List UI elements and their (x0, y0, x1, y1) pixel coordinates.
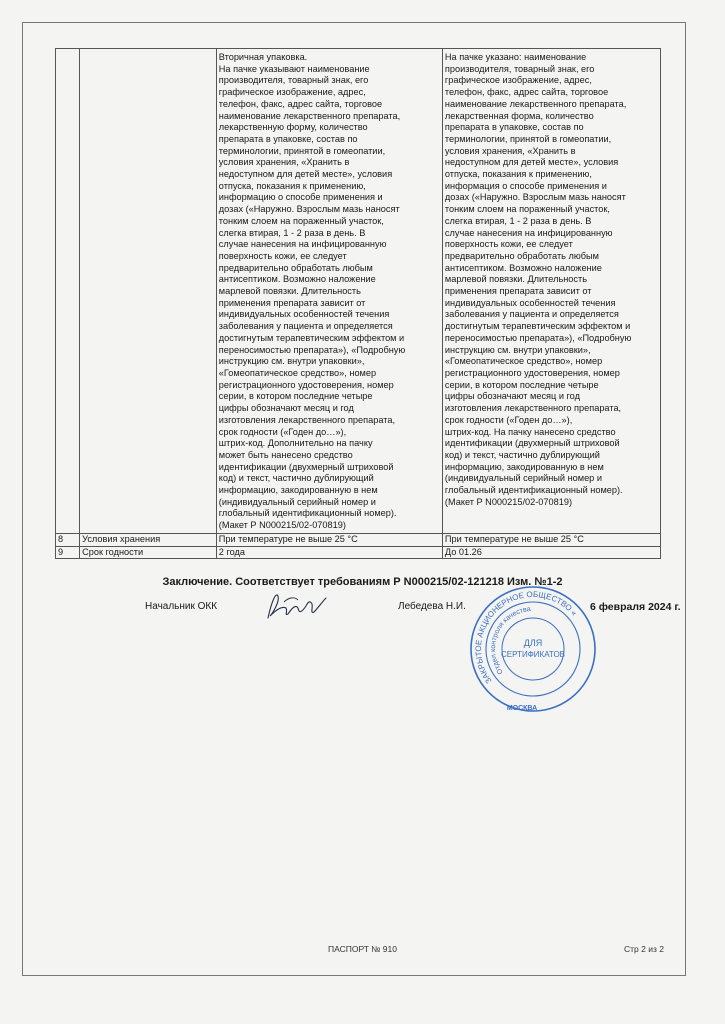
row-parameter: Срок годности (80, 546, 217, 559)
handwritten-signature (262, 588, 332, 624)
row-result: При температуре не выше 25 °С (442, 533, 660, 546)
table-row (56, 49, 661, 534)
stamp-inner-text: Отдел контроля качества (489, 606, 532, 676)
row-result: До 01.26 (442, 546, 660, 559)
table-row (56, 533, 661, 546)
row-parameter (80, 49, 217, 534)
row-requirement: При температуре не выше 25 °С (216, 533, 442, 546)
stamp-bottom-text: МОСКВА (506, 705, 538, 712)
date: 6 февраля 2024 г. (590, 601, 681, 613)
page-counter: Стр 2 из 2 (624, 944, 664, 954)
table-row (56, 546, 661, 559)
row-requirement: Вторичная упаковка. На пачке указывают наименование производителя, товарный знак, его графическое изображение, адрес, телефон, факс, адрес сайта, торговое наименование лекарственного препарата, лекарственную форму, количество препарата в упаковке, состав по терминологии, принятой в гомеопатии, условия хранения, «Хранить в недоступном для детей месте», условия отпуска, показания к применению, информацию о способе применения и дозах («Наружно. Взрослым мазь наносят тонким слоем на пораженный участок, слегка втирая, 1 - 2 раза в день. В случае нанесения на инфицированную поверхность кожи, ее следует предварительно обработать любым антисептиком. Возможно наложение марлевой повязки. Длительность применения препарата зависит от индивидуальных особенностей течения заболевания у пациента и определяется достигнутым терапевтическим эффектом и переносимостью препарата»), «Подробную инструкцию см. внутри упаковки», «Гомеопатическое средство», номер регистрационного удостоверения, номер серии, в котором последние четыре цифры обозначают месяц и год изготовления лекарственного препарата, срок годности («Годен до…»), штрих-код. Дополнительно на пачку может быть нанесено средство идентификации (двухмерный штриховой код) и текст, частично дублирующий информацию, закодированную в нем (индивидуальный серийный номер и глобальный идентификационный номер). (Макет Р N000215/02-070819) (216, 49, 442, 534)
row-result: На пачке указано: наименование производителя, товарный знак, его графическое изображение, адрес, телефон, факс, адрес сайта, торговое наименование лекарственного препарата, лекарственная форма, количество препарата в упаковке, состав по терминологии, принятой в гомеопатии, условия хранения, «Хранить в недоступном для детей месте», условия отпуска, показания к применению, информация о способе применения и дозах («Наружно. Взрослым мазь наносят тонким слоем на пораженный участок, слегка втирая, 1 - 2 раза в день. В случае нанесения на инфицированную поверхность кожи, ее следует предварительно обработать любым антисептиком. Возможно наложение марлевой повязки. Длительность применения препарата зависит от индивидуальных особенностей течения заболевания у пациента и определяется достигнутым терапевтическим эффектом и переносимостью препарата»), «Подробную инструкцию см. внутри упаковки», «Гомеопатическое средство», номер регистрационного удостоверения, номер серии, в котором последние четыре цифры обозначают месяц и год изготовления лекарственного препарата, срок годности («Годен до…»), штрих-код. На пачку нанесено средство идентификации (двухмерный штриховой код) и текст, частично дублирующий информацию, закодированную в нем (индивидуальный серийный номер и глобальный идентификационный номер). (Макет Р N000215/02-070819) (442, 49, 660, 534)
row-number: 9 (56, 546, 80, 559)
row-number: 8 (56, 533, 80, 546)
row-number (56, 49, 80, 534)
stamp-outer-text: ЗАКРЫТОЕ АКЦИОНЕРНОЕ ОБЩЕСТВО «Московская (473, 589, 579, 686)
stamp-center-line1: ДЛЯ (523, 638, 543, 648)
conclusion: Заключение. Соответствует требованиям Р N000215/02-121218 Изм. №1-2 (162, 576, 563, 588)
row-requirement: 2 года (216, 546, 442, 559)
svg-text:ЗАКРЫТОЕ АКЦИОНЕРНОЕ ОБЩЕСТВО (458, 584, 580, 697)
stamp-center-line2: СЕРТИФИКАТОВ (500, 650, 566, 659)
passport-number: ПАСПОРТ № 910 (328, 944, 397, 954)
position-title: Начальник ОКК (145, 601, 218, 612)
row-parameter: Условия хранения (80, 533, 217, 546)
round-stamp (458, 584, 608, 714)
person-name: Лебедева Н.И. (398, 601, 466, 612)
specification-table (55, 48, 661, 559)
